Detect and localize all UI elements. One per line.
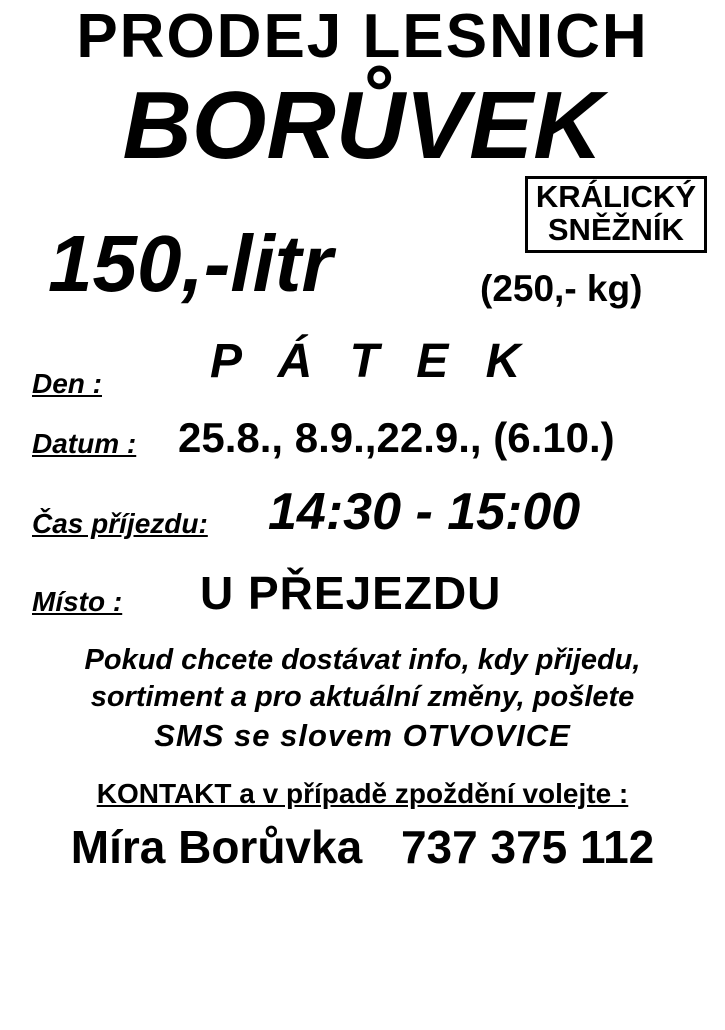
info-row-date: [10, 412, 715, 482]
value-date: 25.8., 8.9.,22.9., (6.10.): [178, 414, 615, 461]
region-label-box: [525, 176, 707, 253]
contact-heading: KONTAKT a v případě zpoždění volejte :: [96, 777, 629, 809]
sms-note-line-1: Pokud chcete dostávat info, kdy přijedu,: [84, 644, 641, 676]
value-place: U PŘEJEZDU: [200, 567, 502, 619]
label-date: Datum :: [32, 428, 137, 459]
price-per-litre: 150,-litr: [48, 219, 333, 308]
label-day: Den :: [32, 368, 102, 399]
label-arrival-time: Čas příjezdu:: [32, 508, 208, 539]
contact-line: [10, 820, 715, 874]
region-label-line2: SNĚŽNÍK: [547, 211, 684, 247]
contact-name: Míra Borůvka: [70, 820, 363, 873]
poster-headline-product: BORŮVEK: [122, 72, 603, 179]
price-per-kilogram: (250,- kg): [480, 268, 643, 309]
sms-note: [10, 642, 715, 756]
poster-page: [0, 2, 725, 1030]
value-day: P Á T E K: [210, 335, 533, 388]
info-row-day: [10, 326, 715, 412]
value-arrival-time: 14:30 - 15:00: [268, 483, 581, 541]
region-label-line1: KRÁLICKÝ: [535, 179, 696, 214]
sms-note-line-2: sortiment a pro aktuální změny, pošlete: [90, 681, 635, 714]
label-place: Místo :: [32, 586, 123, 617]
poster-headline-primary: PRODEJ LESNICH: [76, 2, 649, 71]
info-row-place: [10, 560, 715, 636]
contact-phone: 737 375 112: [400, 820, 655, 873]
sms-note-line-3: SMS se slovem OTVOVICE: [154, 718, 571, 754]
price-section: [10, 176, 715, 326]
info-row-arrival-time: [10, 482, 715, 560]
